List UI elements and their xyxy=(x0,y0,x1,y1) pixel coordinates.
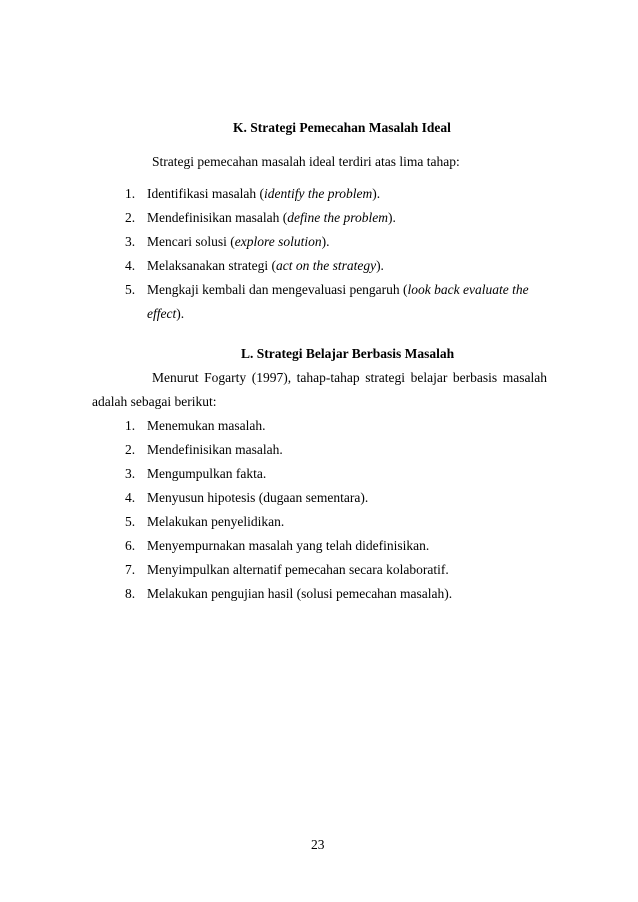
list-italic: explore solution xyxy=(234,234,322,249)
list-text: Menyimpulkan alternatif pemecahan secara kolaboratif. xyxy=(147,562,449,577)
section-l-paragraph-line-2: adalah sebagai berikut: xyxy=(92,394,217,409)
list-number: 3. xyxy=(125,234,136,249)
list-tail: ). xyxy=(176,306,185,321)
list-item xyxy=(125,490,368,506)
list-item xyxy=(125,442,283,458)
list-number: 7. xyxy=(125,562,136,577)
list-tail: ). xyxy=(387,210,396,225)
list-text: Melakukan penyelidikan. xyxy=(147,514,285,529)
list-item-continuation xyxy=(147,306,184,322)
list-text: Menemukan masalah. xyxy=(147,418,266,433)
list-italic: act on the strategy xyxy=(275,258,377,273)
list-text: Melaksanakan strategi ( xyxy=(147,258,276,273)
list-item xyxy=(125,586,452,602)
list-text: Menyusun hipotesis (dugaan sementara). xyxy=(147,490,369,505)
list-number: 1. xyxy=(125,418,136,433)
list-number: 4. xyxy=(125,258,136,273)
section-k-heading: K. Strategi Pemecahan Masalah Ideal xyxy=(233,120,451,135)
list-text: Melakukan pengujian hasil (solusi pemecahan masalah). xyxy=(147,586,453,601)
list-tail: ). xyxy=(376,258,384,273)
list-text: Identifikasi masalah ( xyxy=(147,186,264,201)
list-text: Mengkaji kembali dan mengevaluasi pengaruh ( xyxy=(147,282,408,297)
list-number: 6. xyxy=(125,538,136,553)
list-number: 4. xyxy=(125,490,136,505)
section-l-heading: L. Strategi Belajar Berbasis Masalah xyxy=(241,346,455,361)
list-item xyxy=(125,466,266,482)
list-text: Mendefinisikan masalah ( xyxy=(147,210,288,225)
section-k-intro: Strategi pemecahan masalah ideal terdiri atas lima tahap: xyxy=(152,154,460,169)
list-text: Mengumpulkan fakta. xyxy=(147,466,267,481)
page-number: 23 xyxy=(311,837,325,852)
list-number: 2. xyxy=(125,210,136,225)
list-text: Mencari solusi ( xyxy=(147,234,235,249)
list-number: 3. xyxy=(125,466,136,481)
list-item xyxy=(125,562,449,578)
list-item xyxy=(125,538,429,554)
list-italic: look back evaluate the xyxy=(407,282,529,297)
list-italic: identify the problem xyxy=(263,186,373,201)
list-number: 1. xyxy=(125,186,136,201)
list-number: 8. xyxy=(125,586,136,601)
list-tail: ). xyxy=(321,234,330,249)
list-item xyxy=(125,282,547,298)
list-text: Mendefinisikan masalah. xyxy=(147,442,283,457)
list-italic: define the problem xyxy=(287,210,388,225)
list-item xyxy=(125,186,380,202)
list-italic: effect xyxy=(147,306,177,321)
list-item xyxy=(125,210,396,226)
list-number: 5. xyxy=(125,282,136,297)
list-item xyxy=(125,258,384,274)
list-text: Menyempurnakan masalah yang telah didefinisikan. xyxy=(147,538,430,553)
list-number: 5. xyxy=(125,514,136,529)
section-l-paragraph-line-1: Menurut Fogarty (1997), tahap-tahap strategi belajar berbasis masalah xyxy=(152,370,547,385)
list-item xyxy=(125,234,329,250)
list-item xyxy=(125,514,284,530)
list-item xyxy=(125,418,265,434)
list-number: 2. xyxy=(125,442,136,457)
list-tail: ). xyxy=(372,186,381,201)
